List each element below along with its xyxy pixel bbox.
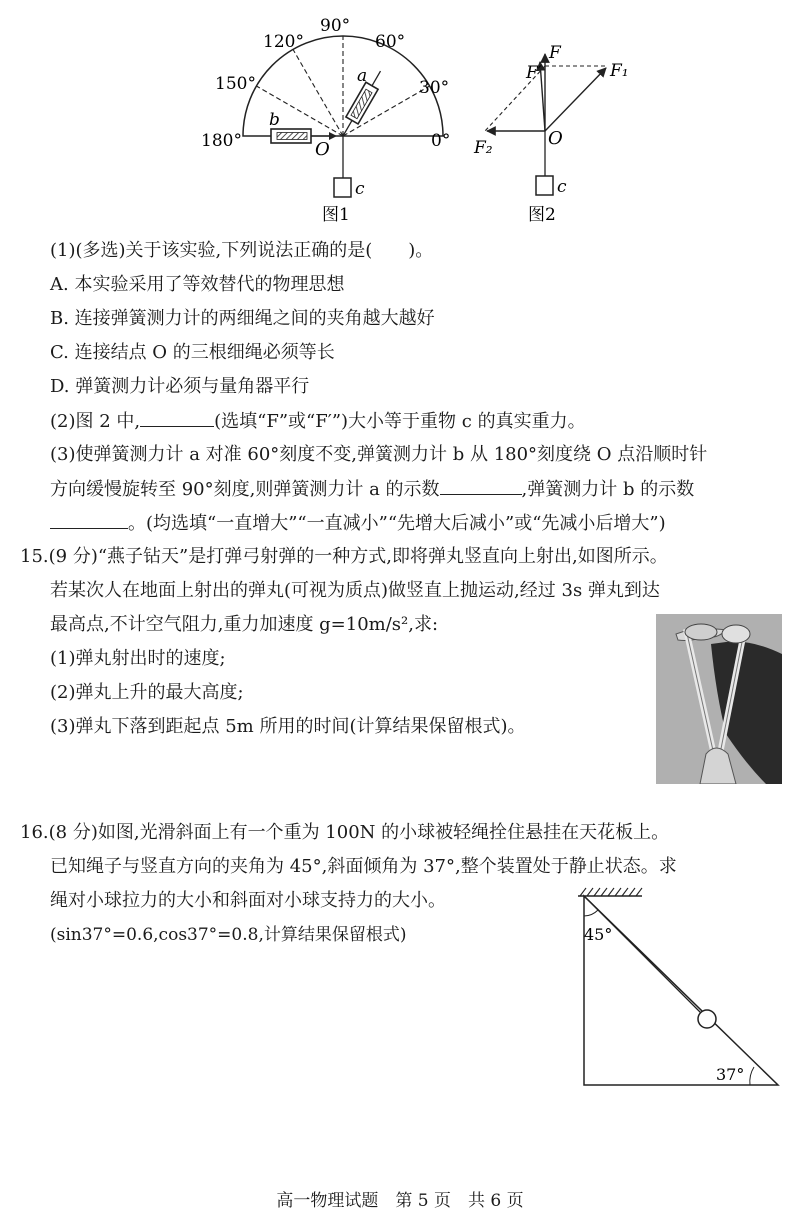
weight-c <box>334 178 351 197</box>
label-60: 60° <box>375 32 406 52</box>
weight-c <box>536 176 553 195</box>
q16-line2: 已知绳子与竖直方向的夹角为 45°,斜面倾角为 37°,整个装置处于静止状态。求 <box>50 856 677 877</box>
q14-part3-text-c: 。(均选填“一直增大”“一直减小”“先增大后减小”或“先减小后增大”) <box>128 513 666 534</box>
q14-part3-line2 <box>50 474 694 505</box>
q16-line1: 16.(8 分)如图,光滑斜面上有一个重为 100N 的小球被轻绳拴住悬挂在天花板上。 <box>20 822 670 843</box>
q15-line2: 若某次人在地面上射出的弹丸(可视为质点)做竖直上抛运动,经过 3s 弹丸到达 <box>50 580 660 601</box>
label-o: O <box>315 139 330 160</box>
label-b: b <box>269 110 280 130</box>
page-footer: 高一物理试题 第 5 页 共 6 页 <box>276 1191 524 1211</box>
q14-part3-text-a: 方向缓慢旋转至 90°刻度,则弹簧测力计 a 的示数 <box>50 479 440 500</box>
caption-fig1: 图1 <box>322 205 350 225</box>
q14-option-b: B. 连接弹簧测力计的两细绳之间的夹角越大越好 <box>50 308 435 329</box>
q14-part2-tail: (选填“F”或“F′”)大小等于重物 c 的真实重力。 <box>214 411 586 432</box>
q15-line3: 最高点,不计空气阻力,重力加速度 g=10m/s²,求: <box>50 614 439 635</box>
angle-37-label: 37° <box>716 1065 745 1084</box>
figure-1 <box>195 15 465 230</box>
slingshot-photo <box>656 614 782 784</box>
q14-part3-text-b: ,弹簧测力计 b 的示数 <box>521 479 695 500</box>
label-90: 90° <box>320 16 351 36</box>
label-c: c <box>557 177 567 197</box>
ball <box>698 1010 716 1028</box>
answer-blank[interactable] <box>140 406 214 427</box>
label-a: a <box>357 66 368 86</box>
label-fprime: F′ <box>526 63 542 83</box>
label-f: F <box>549 43 561 63</box>
label-150: 150° <box>215 74 256 94</box>
label-180: 180° <box>201 131 242 151</box>
answer-blank-b[interactable] <box>50 508 128 529</box>
q14-part2-lead: (2)图 2 中, <box>50 411 141 432</box>
label-c: c <box>355 179 365 199</box>
q16-line4: (sin37°=0.6,cos37°=0.8,计算结果保留根式) <box>50 925 407 945</box>
label-120: 120° <box>263 32 304 52</box>
answer-blank-a[interactable] <box>440 474 522 495</box>
q15-sub3: (3)弹丸下落到距起点 5m 所用的时间(计算结果保留根式)。 <box>50 716 526 737</box>
rope <box>584 896 701 1013</box>
q15-sub1: (1)弹丸射出时的速度; <box>50 648 226 669</box>
q14-option-c: C. 连接结点 O 的三根细绳必须等长 <box>50 342 335 363</box>
label-f2: F₂ <box>474 138 493 158</box>
caption-fig2: 图2 <box>528 205 556 225</box>
incline-diagram <box>570 880 790 1090</box>
q14-part3-line1: (3)使弹簧测力计 a 对准 60°刻度不变,弹簧测力计 b 从 180°刻度绕 O 点沿顺时针 <box>50 444 708 465</box>
figure-2 <box>470 40 640 230</box>
q14-part1: (1)(多选)关于该实验,下列说法正确的是( )。 <box>50 240 434 261</box>
q14-option-a: A. 本实验采用了等效替代的物理思想 <box>50 274 345 295</box>
q15-sub2: (2)弹丸上升的最大高度; <box>50 682 244 703</box>
parallelogram <box>485 66 608 131</box>
q14-part3-line3 <box>50 508 666 539</box>
label-o: O <box>548 128 563 149</box>
label-f1: F₁ <box>610 61 629 81</box>
angle-45-label: 45° <box>584 925 613 944</box>
label-0: 0° <box>431 131 451 151</box>
q15-line1: 15.(9 分)“燕子钻天”是打弹弓射弹的一种方式,即将弹丸竖直向上射出,如图所示。 <box>20 546 668 567</box>
q14-part2 <box>50 406 586 437</box>
q14-option-d: D. 弹簧测力计必须与量角器平行 <box>50 376 310 397</box>
force-f1 <box>545 68 606 131</box>
q16-line3: 绳对小球拉力的大小和斜面对小球支持力的大小。 <box>50 890 446 911</box>
label-30: 30° <box>419 78 450 98</box>
